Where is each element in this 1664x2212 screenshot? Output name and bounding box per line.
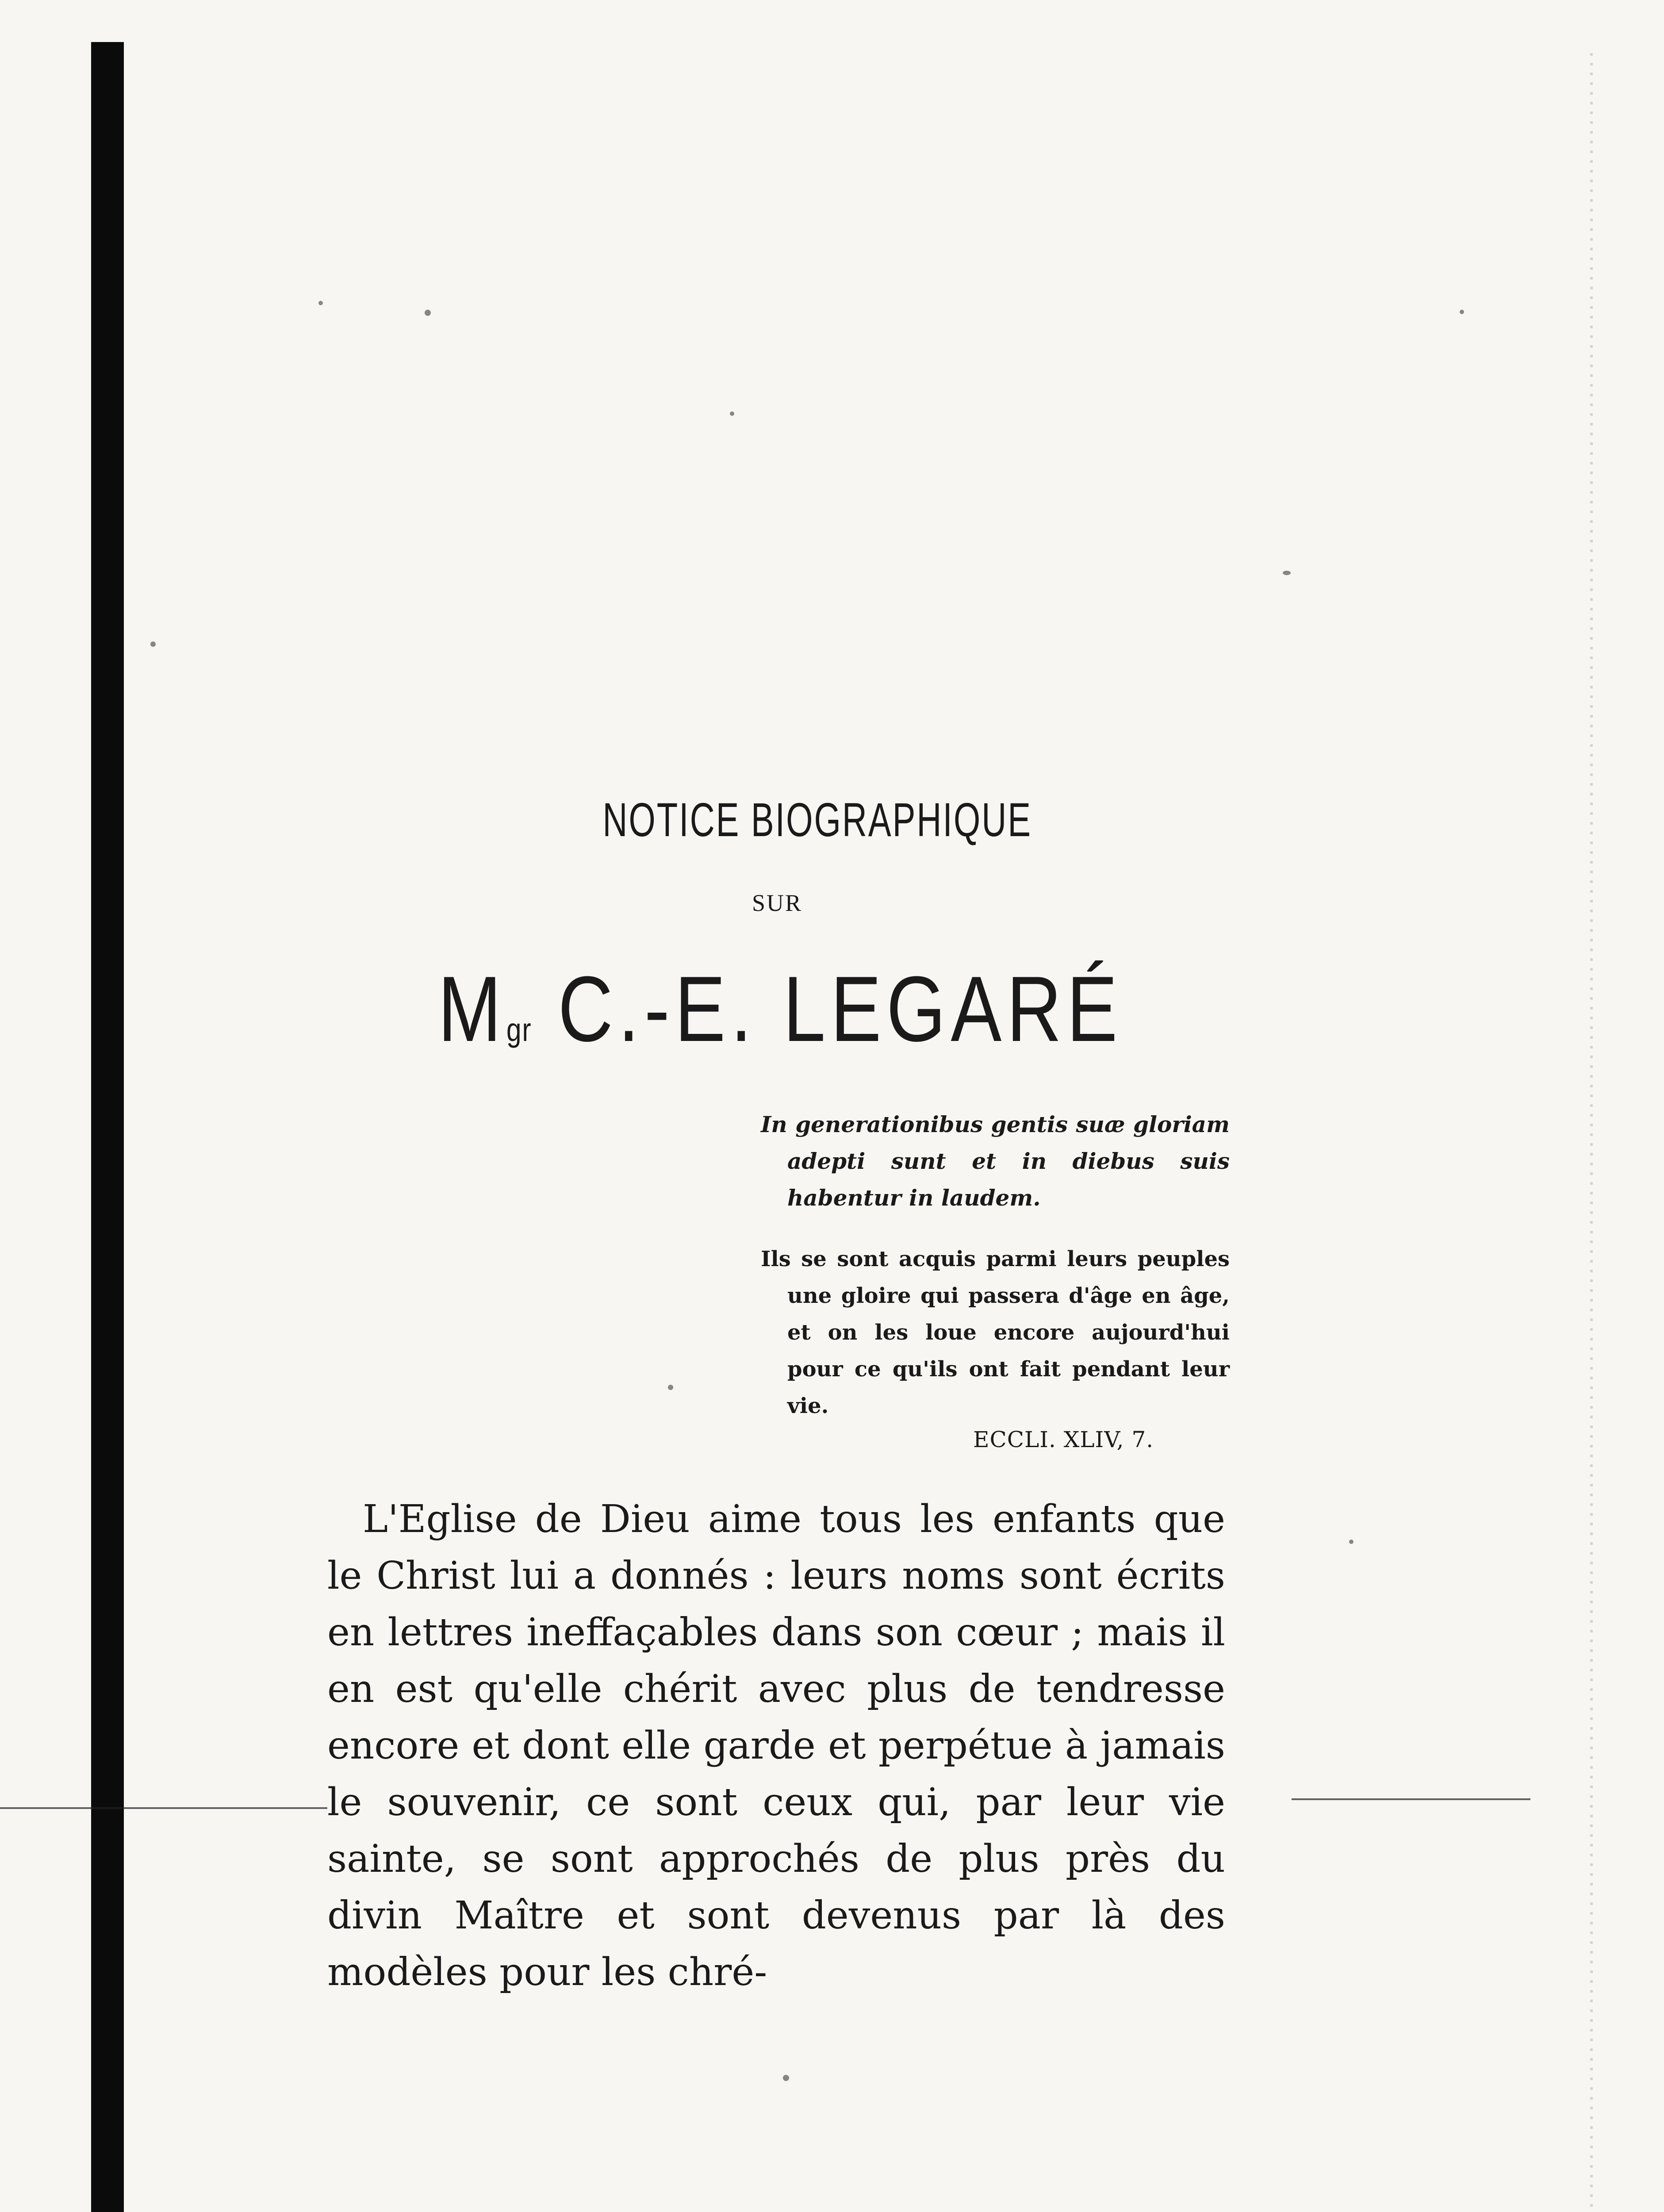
notice-title: NOTICE BIOGRAPHIQUE bbox=[602, 793, 1032, 846]
epigraph-french: Ils se sont acquis parmi leurs peuples une gloire qui passera d'âge en âge, et on les loue encore aujourd'hui pour ce qu'ils ont fait pendant leur vie. bbox=[761, 1247, 1230, 1418]
scan-rule-left bbox=[0, 1807, 327, 1809]
scan-speck bbox=[668, 1385, 673, 1390]
scan-speck bbox=[1460, 310, 1464, 314]
scan-speck bbox=[1349, 1540, 1353, 1544]
binding-edge-bar bbox=[91, 42, 124, 2212]
scan-speck bbox=[425, 310, 431, 316]
page-right-edge bbox=[1590, 53, 1593, 2212]
name-prefix-m: M bbox=[438, 957, 506, 1061]
scan-rule-right bbox=[1292, 1798, 1530, 1800]
name-text: C.-E. LEGARÉ bbox=[558, 957, 1123, 1061]
epigraph-citation: ECCLI. XLIV, 7. bbox=[973, 1427, 1154, 1452]
notice-sur: SUR bbox=[752, 890, 803, 916]
notice-subject-name bbox=[438, 956, 1123, 1063]
scan-speck bbox=[730, 411, 734, 416]
epigraph-latin: In generationibus gentis suæ gloriam adepti sunt et in diebus suis habentur in laudem. bbox=[761, 1111, 1230, 1211]
body-paragraph: L'Eglise de Dieu aime tous les enfants que le Christ lui a donnés : leurs noms sont écrits en lettres ineffaçables dans son cœur ; mais il en est qu'elle chérit avec plus de tendresse encore et dont elle garde et perpétue à jamais le souvenir, ce sont ceux qui, par leur vie sainte, se sont approchés de plus près du divin Maître et sont devenus par là des modèles pour les chré- bbox=[327, 1497, 1225, 1994]
scan-speck bbox=[1283, 571, 1291, 575]
scan-speck bbox=[318, 301, 323, 305]
scan-speck bbox=[150, 641, 156, 647]
scan-speck bbox=[783, 2075, 789, 2081]
name-prefix-gr: gr bbox=[506, 1011, 532, 1048]
